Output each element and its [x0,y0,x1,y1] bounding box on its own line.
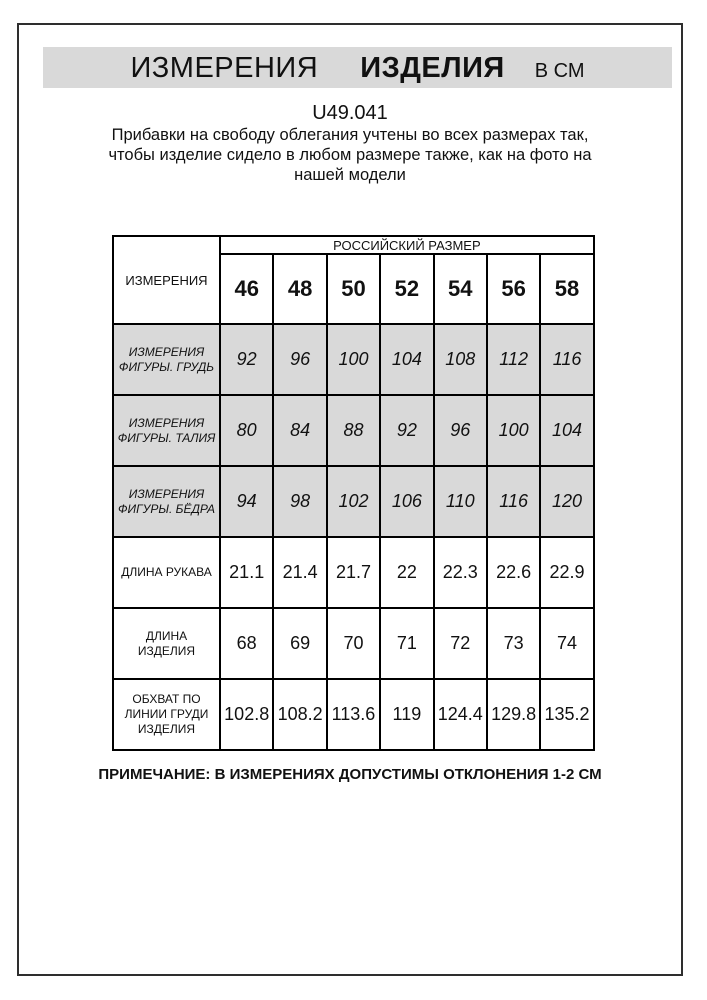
value-cell: 22.9 [540,537,593,608]
size-col-header: 46 [220,254,273,324]
value-cell: 116 [540,324,593,395]
value-cell: 94 [220,466,273,537]
size-col-header: 58 [540,254,593,324]
value-cell: 98 [273,466,326,537]
table-row-item-length [113,608,594,679]
value-cell: 88 [327,395,380,466]
fit-description [17,125,683,185]
title-bar [43,47,672,88]
size-col-header: 50 [327,254,380,324]
value-cell: 21.4 [273,537,326,608]
table-row-figure-chest [113,324,594,395]
row-label: ДЛИНА ИЗДЕЛИЯ [113,608,220,679]
value-cell: 124.4 [434,679,487,750]
table-row-chest-girth [113,679,594,750]
value-cell: 80 [220,395,273,466]
value-cell: 22.6 [487,537,540,608]
table-group-header: РОССИЙСКИЙ РАЗМЕР [220,236,594,254]
size-table [112,235,595,751]
title-measurements: ИЗМЕРЕНИЯ [130,52,319,84]
value-cell: 21.7 [327,537,380,608]
value-cell: 113.6 [327,679,380,750]
value-cell: 21.1 [220,537,273,608]
fit-description-line-1: Прибавки на свободу облегания учтены во всех размерах так, [111,126,589,144]
fit-description-line-2: чтобы изделие сидело в любом размере также, как на фото на [108,146,592,164]
value-cell: 96 [273,324,326,395]
value-cell: 100 [327,324,380,395]
value-cell: 74 [540,608,593,679]
value-cell: 73 [487,608,540,679]
value-cell: 120 [540,466,593,537]
value-cell: 72 [434,608,487,679]
value-cell: 108.2 [273,679,326,750]
title-product: ИЗДЕЛИЯ [360,52,505,84]
value-cell: 22.3 [434,537,487,608]
value-cell: 108 [434,324,487,395]
value-cell: 112 [487,324,540,395]
value-cell: 102 [327,466,380,537]
row-label: ИЗМЕРЕНИЯ ФИГУРЫ. ГРУДЬ [113,324,220,395]
value-cell: 129.8 [487,679,540,750]
size-col-header: 48 [273,254,326,324]
value-cell: 92 [380,395,433,466]
value-cell: 71 [380,608,433,679]
value-cell: 102.8 [220,679,273,750]
row-label: ДЛИНА РУКАВА [113,537,220,608]
row-label: ИЗМЕРЕНИЯ ФИГУРЫ. ТАЛИЯ [113,395,220,466]
value-cell: 84 [273,395,326,466]
value-cell: 110 [434,466,487,537]
value-cell: 116 [487,466,540,537]
value-cell: 96 [434,395,487,466]
table-row-figure-hips [113,466,594,537]
value-cell: 104 [540,395,593,466]
value-cell: 135.2 [540,679,593,750]
value-cell: 69 [273,608,326,679]
value-cell: 92 [220,324,273,395]
fit-description-line-3: нашей модели [294,166,406,184]
value-cell: 68 [220,608,273,679]
table-row-sleeve-length [113,537,594,608]
value-cell: 119 [380,679,433,750]
table-corner-label: ИЗМЕРЕНИЯ [113,236,220,324]
row-label: ОБХВАТ ПО ЛИНИИ ГРУДИ ИЗДЕЛИЯ [113,679,220,750]
row-label: ИЗМЕРЕНИЯ ФИГУРЫ. БЁДРА [113,466,220,537]
size-col-header: 54 [434,254,487,324]
value-cell: 104 [380,324,433,395]
value-cell: 22 [380,537,433,608]
footnote: ПРИМЕЧАНИЕ: В ИЗМЕРЕНИЯХ ДОПУСТИМЫ ОТКЛОНЕНИЯ 1-2 СМ [98,766,602,783]
title-units: В СМ [534,60,585,82]
value-cell: 70 [327,608,380,679]
article-code: U49.041 [312,102,388,124]
value-cell: 100 [487,395,540,466]
value-cell: 106 [380,466,433,537]
table-row-figure-waist [113,395,594,466]
size-col-header: 52 [380,254,433,324]
size-col-header: 56 [487,254,540,324]
